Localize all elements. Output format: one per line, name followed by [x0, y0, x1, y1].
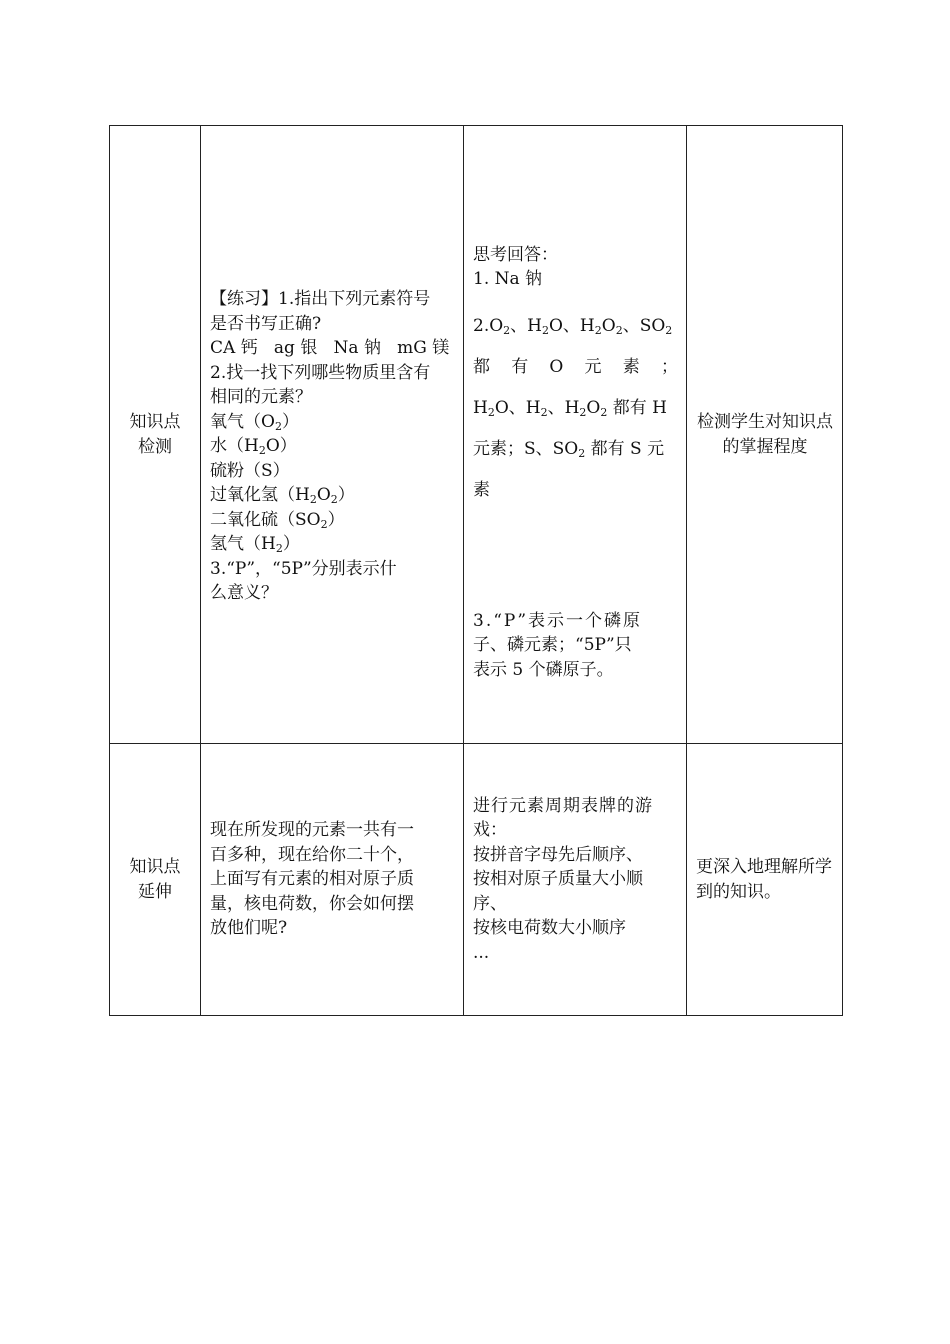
question-cell [201, 744, 464, 1016]
activity-line: 按相对原子质量大小顺 [473, 869, 643, 890]
activity-line: 序、 [473, 893, 507, 914]
answer-cell [464, 126, 687, 744]
answer-line: 表示 5 个磷原子。 [473, 659, 614, 680]
exercise-line: CA 钙 ag 银 Na 钠 mG 镁 [210, 338, 450, 359]
stage-label-line1: 知识点 [129, 412, 181, 432]
question-line: 百多种，现在给你二十个， [210, 844, 414, 865]
answer-line: $H_2O$、$H_2$、$H_2O_2$ 都有 H [473, 397, 667, 419]
activity-line: 按拼音字母先后顺序、 [473, 844, 643, 865]
substance-item: 氢气$(H_2)$ [210, 534, 300, 556]
purpose-text: 检测学生对知识点的掌握程度 [697, 412, 833, 457]
exercise-line: 是否书写正确? [210, 313, 322, 334]
activity-line: 进行元素周期表牌的游 [473, 795, 653, 816]
lesson-table-container [109, 125, 840, 1016]
question-line: 上面写有元素的相对原子质 [210, 869, 414, 890]
exercise-line: 么意义？ [210, 583, 278, 604]
purpose-cell [687, 126, 843, 744]
answer-line: 1. Na 钠 [473, 269, 543, 290]
substance-item: 水$(H_2O)$ [210, 436, 297, 458]
substance-item: 硫粉（S） [210, 460, 290, 481]
answer-line: 都 有 O 元 素 ； [473, 356, 678, 377]
exercise-line: 2.找一找下列哪些物质里含有 [210, 362, 431, 383]
substance-item: 氧气$(O_2)$ [210, 411, 299, 433]
answer-line: 元素；S、$SO_2$ 都有 S 元 [473, 438, 665, 460]
activity-cell [464, 744, 687, 1016]
answer-line: $2.O_2$、$H_2O$、$H_2O_2$、$SO_2$ [473, 315, 673, 337]
exercise-cell [201, 126, 464, 744]
answer-line: 3.“P”表示一个磷原 [473, 610, 643, 631]
activity-line: ... [473, 942, 490, 963]
stage-cell [110, 126, 201, 744]
answer-line: 子、磷元素；“5P”只 [473, 635, 632, 656]
purpose-cell [687, 744, 843, 1016]
substance-item: 过氧化氢$(H_2O_2)$ [210, 485, 355, 507]
substance-item: 二氧化硫$(SO_2)$ [210, 509, 345, 531]
exercise-line: 相同的元素？ [210, 387, 312, 408]
lesson-plan-table [109, 125, 843, 1016]
question-line: 现在所发现的元素一共有一 [210, 820, 414, 841]
table-row [110, 744, 843, 1016]
activity-line: 按核电荷数大小顺序 [473, 918, 626, 939]
activity-line: 戏： [473, 820, 507, 841]
purpose-text: 更深入地理解所学到的知识。 [696, 857, 832, 902]
answer-heading: 思考回答： [473, 244, 558, 265]
exercise-line: 3.“P”，“5P”分别表示什 [210, 558, 397, 579]
stage-cell [110, 744, 201, 1016]
table-row [110, 126, 843, 744]
exercise-line: 【练习】1.指出下列元素符号 [210, 289, 431, 310]
stage-label-line1: 知识点 [129, 857, 181, 877]
stage-label-line2: 检测 [138, 436, 172, 457]
question-line: 放他们呢? [210, 918, 288, 939]
answer-line: 素 [473, 479, 490, 500]
stage-label-line2: 延伸 [138, 881, 172, 902]
question-line: 量，核电荷数，你会如何摆 [210, 893, 414, 914]
